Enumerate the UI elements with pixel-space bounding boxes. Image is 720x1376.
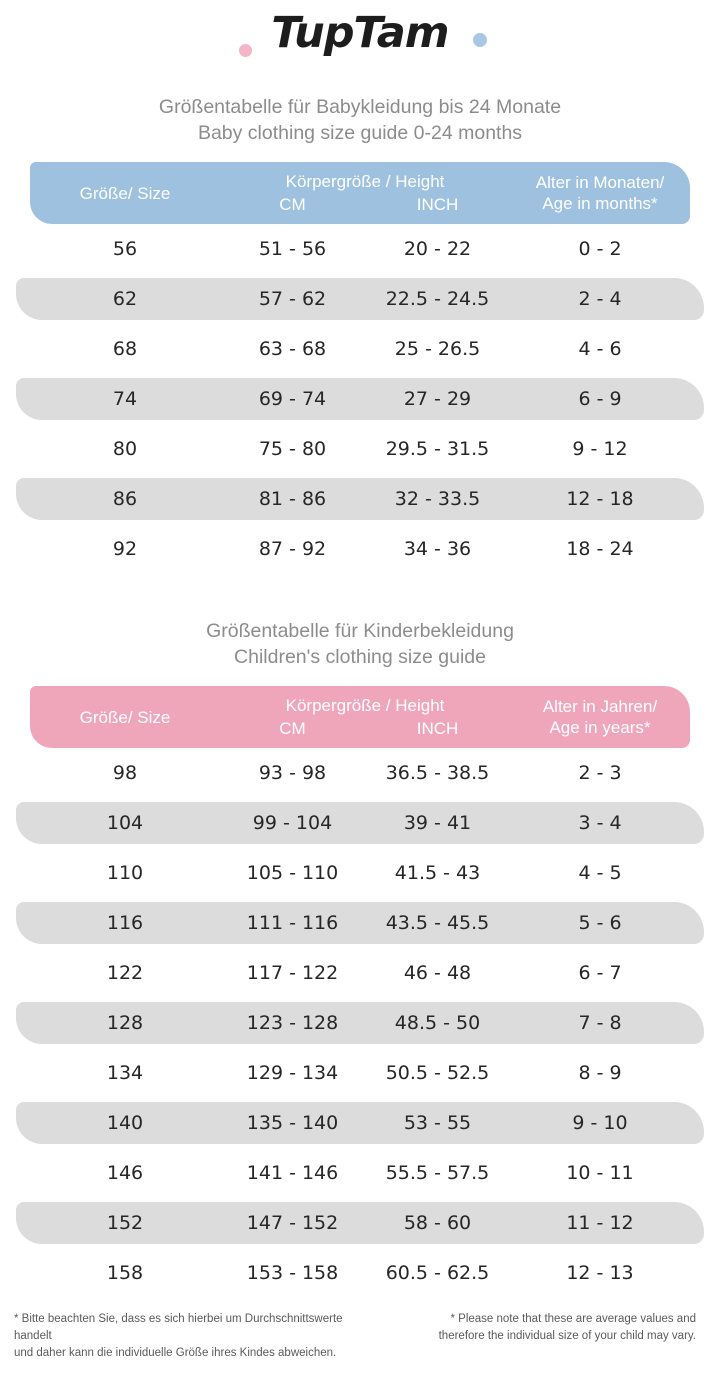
cell-cm: 93 - 98 [258, 762, 327, 784]
baby-header-size: Größe/ Size [79, 183, 171, 203]
cell-age: 11 - 12 [566, 1212, 634, 1234]
cell-age: 6 - 7 [578, 962, 622, 984]
brand-logo: TupTam [271, 8, 449, 58]
kids-header-size: Größe/ Size [79, 707, 171, 727]
cell-age: 10 - 11 [566, 1162, 634, 1184]
table-row [30, 524, 690, 574]
cell-size: 98 [112, 762, 138, 784]
table-row [30, 948, 690, 998]
cell-size: 62 [112, 288, 138, 310]
cell-age: 4 - 5 [578, 862, 622, 884]
cell-size: 104 [106, 812, 144, 834]
cell-inch: 25 - 26.5 [394, 338, 481, 360]
cell-cm: 147 - 152 [246, 1212, 339, 1234]
kids-header-age-de: Alter in Jahren/ [542, 697, 658, 716]
cell-age: 4 - 6 [578, 338, 622, 360]
table-row [30, 1248, 690, 1298]
baby-table-header-row [30, 162, 690, 224]
cell-cm: 105 - 110 [246, 862, 339, 884]
cell-inch: 46 - 48 [403, 962, 472, 984]
table-row [30, 1048, 690, 1098]
cell-size: 68 [112, 338, 138, 360]
table-row [30, 1198, 690, 1248]
baby-header-age-en: Age in months* [542, 194, 658, 213]
cell-size: 74 [112, 388, 138, 410]
cell-inch: 55.5 - 57.5 [385, 1162, 490, 1184]
baby-header-height [220, 171, 510, 215]
cell-size: 80 [112, 438, 138, 460]
cell-inch: 22.5 - 24.5 [385, 288, 490, 310]
table-row [30, 424, 690, 474]
cell-inch: 58 - 60 [403, 1212, 472, 1234]
table-row [30, 898, 690, 948]
cell-age: 12 - 18 [566, 488, 634, 510]
table-row [30, 1098, 690, 1148]
cell-cm: 57 - 62 [258, 288, 327, 310]
cell-age: 18 - 24 [566, 538, 634, 560]
table-row [30, 748, 690, 798]
cell-age: 2 - 4 [578, 288, 622, 310]
cell-cm: 141 - 146 [246, 1162, 339, 1184]
cell-cm: 63 - 68 [258, 338, 327, 360]
footnotes [0, 1311, 720, 1362]
table-row [30, 1148, 690, 1198]
kids-table-header-row [30, 686, 690, 748]
baby-size-table [30, 162, 690, 574]
kids-size-table [30, 686, 690, 1298]
cell-cm: 81 - 86 [258, 488, 327, 510]
table-row [30, 474, 690, 524]
cell-inch: 50.5 - 52.5 [385, 1062, 490, 1084]
cell-cm: 51 - 56 [258, 238, 327, 260]
cell-size: 122 [106, 962, 144, 984]
cell-cm: 69 - 74 [258, 388, 327, 410]
table-row [30, 374, 690, 424]
baby-title-de: Größentabelle für Babykleidung bis 24 Monate [158, 96, 562, 118]
cell-size: 146 [106, 1162, 144, 1184]
cell-cm: 87 - 92 [258, 538, 327, 560]
footnote-de-line1: * Bitte beachten Sie, dass es sich hierbei um Durchschnittswerte handelt [14, 1313, 343, 1342]
baby-header-height-label: Körpergröße / Height [285, 172, 445, 191]
kids-header-age [510, 696, 690, 738]
cell-cm: 135 - 140 [246, 1112, 339, 1134]
baby-header-age [510, 172, 690, 214]
cell-age: 5 - 6 [578, 912, 622, 934]
cell-inch: 41.5 - 43 [394, 862, 481, 884]
kids-header-inch: INCH [416, 719, 459, 738]
cell-size: 152 [106, 1212, 144, 1234]
table-row [30, 324, 690, 374]
cell-size: 134 [106, 1062, 144, 1084]
cell-size: 140 [106, 1112, 144, 1134]
cell-age: 8 - 9 [578, 1062, 622, 1084]
cell-age: 9 - 10 [572, 1112, 628, 1134]
cell-inch: 36.5 - 38.5 [385, 762, 490, 784]
cell-cm: 153 - 158 [246, 1262, 339, 1284]
cell-age: 0 - 2 [578, 238, 622, 260]
cell-age: 9 - 12 [572, 438, 628, 460]
cell-age: 3 - 4 [578, 812, 622, 834]
cell-cm: 129 - 134 [246, 1062, 339, 1084]
cell-size: 56 [112, 238, 138, 260]
table-row [30, 224, 690, 274]
cell-cm: 99 - 104 [252, 812, 333, 834]
cell-cm: 111 - 116 [246, 912, 339, 934]
footnote-en-line2: therefore the individual size of your child may vary. [438, 1330, 696, 1342]
cell-inch: 20 - 22 [403, 238, 472, 260]
cell-inch: 53 - 55 [403, 1112, 472, 1134]
kids-title-de: Größentabelle für Kinderbekleidung [206, 620, 514, 642]
table-row [30, 848, 690, 898]
footnote-de [14, 1311, 355, 1362]
kids-header-cm: CM [279, 719, 306, 738]
kids-header-age-en: Age in years* [549, 718, 651, 737]
baby-title-en: Baby clothing size guide 0-24 months [197, 122, 523, 144]
footnote-de-line2: und daher kann die individuelle Größe ihres Kindes abweichen. [14, 1347, 337, 1359]
cell-cm: 75 - 80 [258, 438, 327, 460]
footnote-en [355, 1311, 706, 1362]
cell-cm: 123 - 128 [246, 1012, 339, 1034]
baby-header-cm: CM [279, 195, 306, 214]
cell-inch: 34 - 36 [403, 538, 472, 560]
cell-inch: 60.5 - 62.5 [385, 1262, 490, 1284]
cell-inch: 48.5 - 50 [394, 1012, 481, 1034]
cell-size: 86 [112, 488, 138, 510]
kids-section-title [0, 618, 720, 670]
cell-inch: 29.5 - 31.5 [385, 438, 490, 460]
table-row [30, 998, 690, 1048]
cell-inch: 39 - 41 [403, 812, 472, 834]
kids-header-height-label: Körpergröße / Height [285, 696, 445, 715]
cell-age: 7 - 8 [578, 1012, 622, 1034]
brand-header [0, 0, 720, 82]
cell-age: 6 - 9 [578, 388, 622, 410]
footnote-en-line1: * Please note that these are average values and [450, 1313, 696, 1325]
cell-size: 116 [106, 912, 144, 934]
table-row [30, 274, 690, 324]
cell-inch: 43.5 - 45.5 [385, 912, 490, 934]
section-spacer [0, 574, 720, 618]
cell-size: 128 [106, 1012, 144, 1034]
cell-size: 110 [106, 862, 144, 884]
cell-cm: 117 - 122 [246, 962, 339, 984]
baby-header-inch: INCH [416, 195, 459, 214]
baby-section-title [0, 94, 720, 146]
cell-inch: 32 - 33.5 [394, 488, 481, 510]
cell-size: 158 [106, 1262, 144, 1284]
baby-header-age-de: Alter in Monaten/ [535, 173, 665, 192]
cell-inch: 27 - 29 [403, 388, 472, 410]
kids-title-en: Children's clothing size guide [234, 646, 486, 668]
kids-header-height [220, 695, 510, 739]
table-row [30, 798, 690, 848]
cell-age: 12 - 13 [566, 1262, 634, 1284]
cell-age: 2 - 3 [578, 762, 622, 784]
cell-size: 92 [112, 538, 138, 560]
